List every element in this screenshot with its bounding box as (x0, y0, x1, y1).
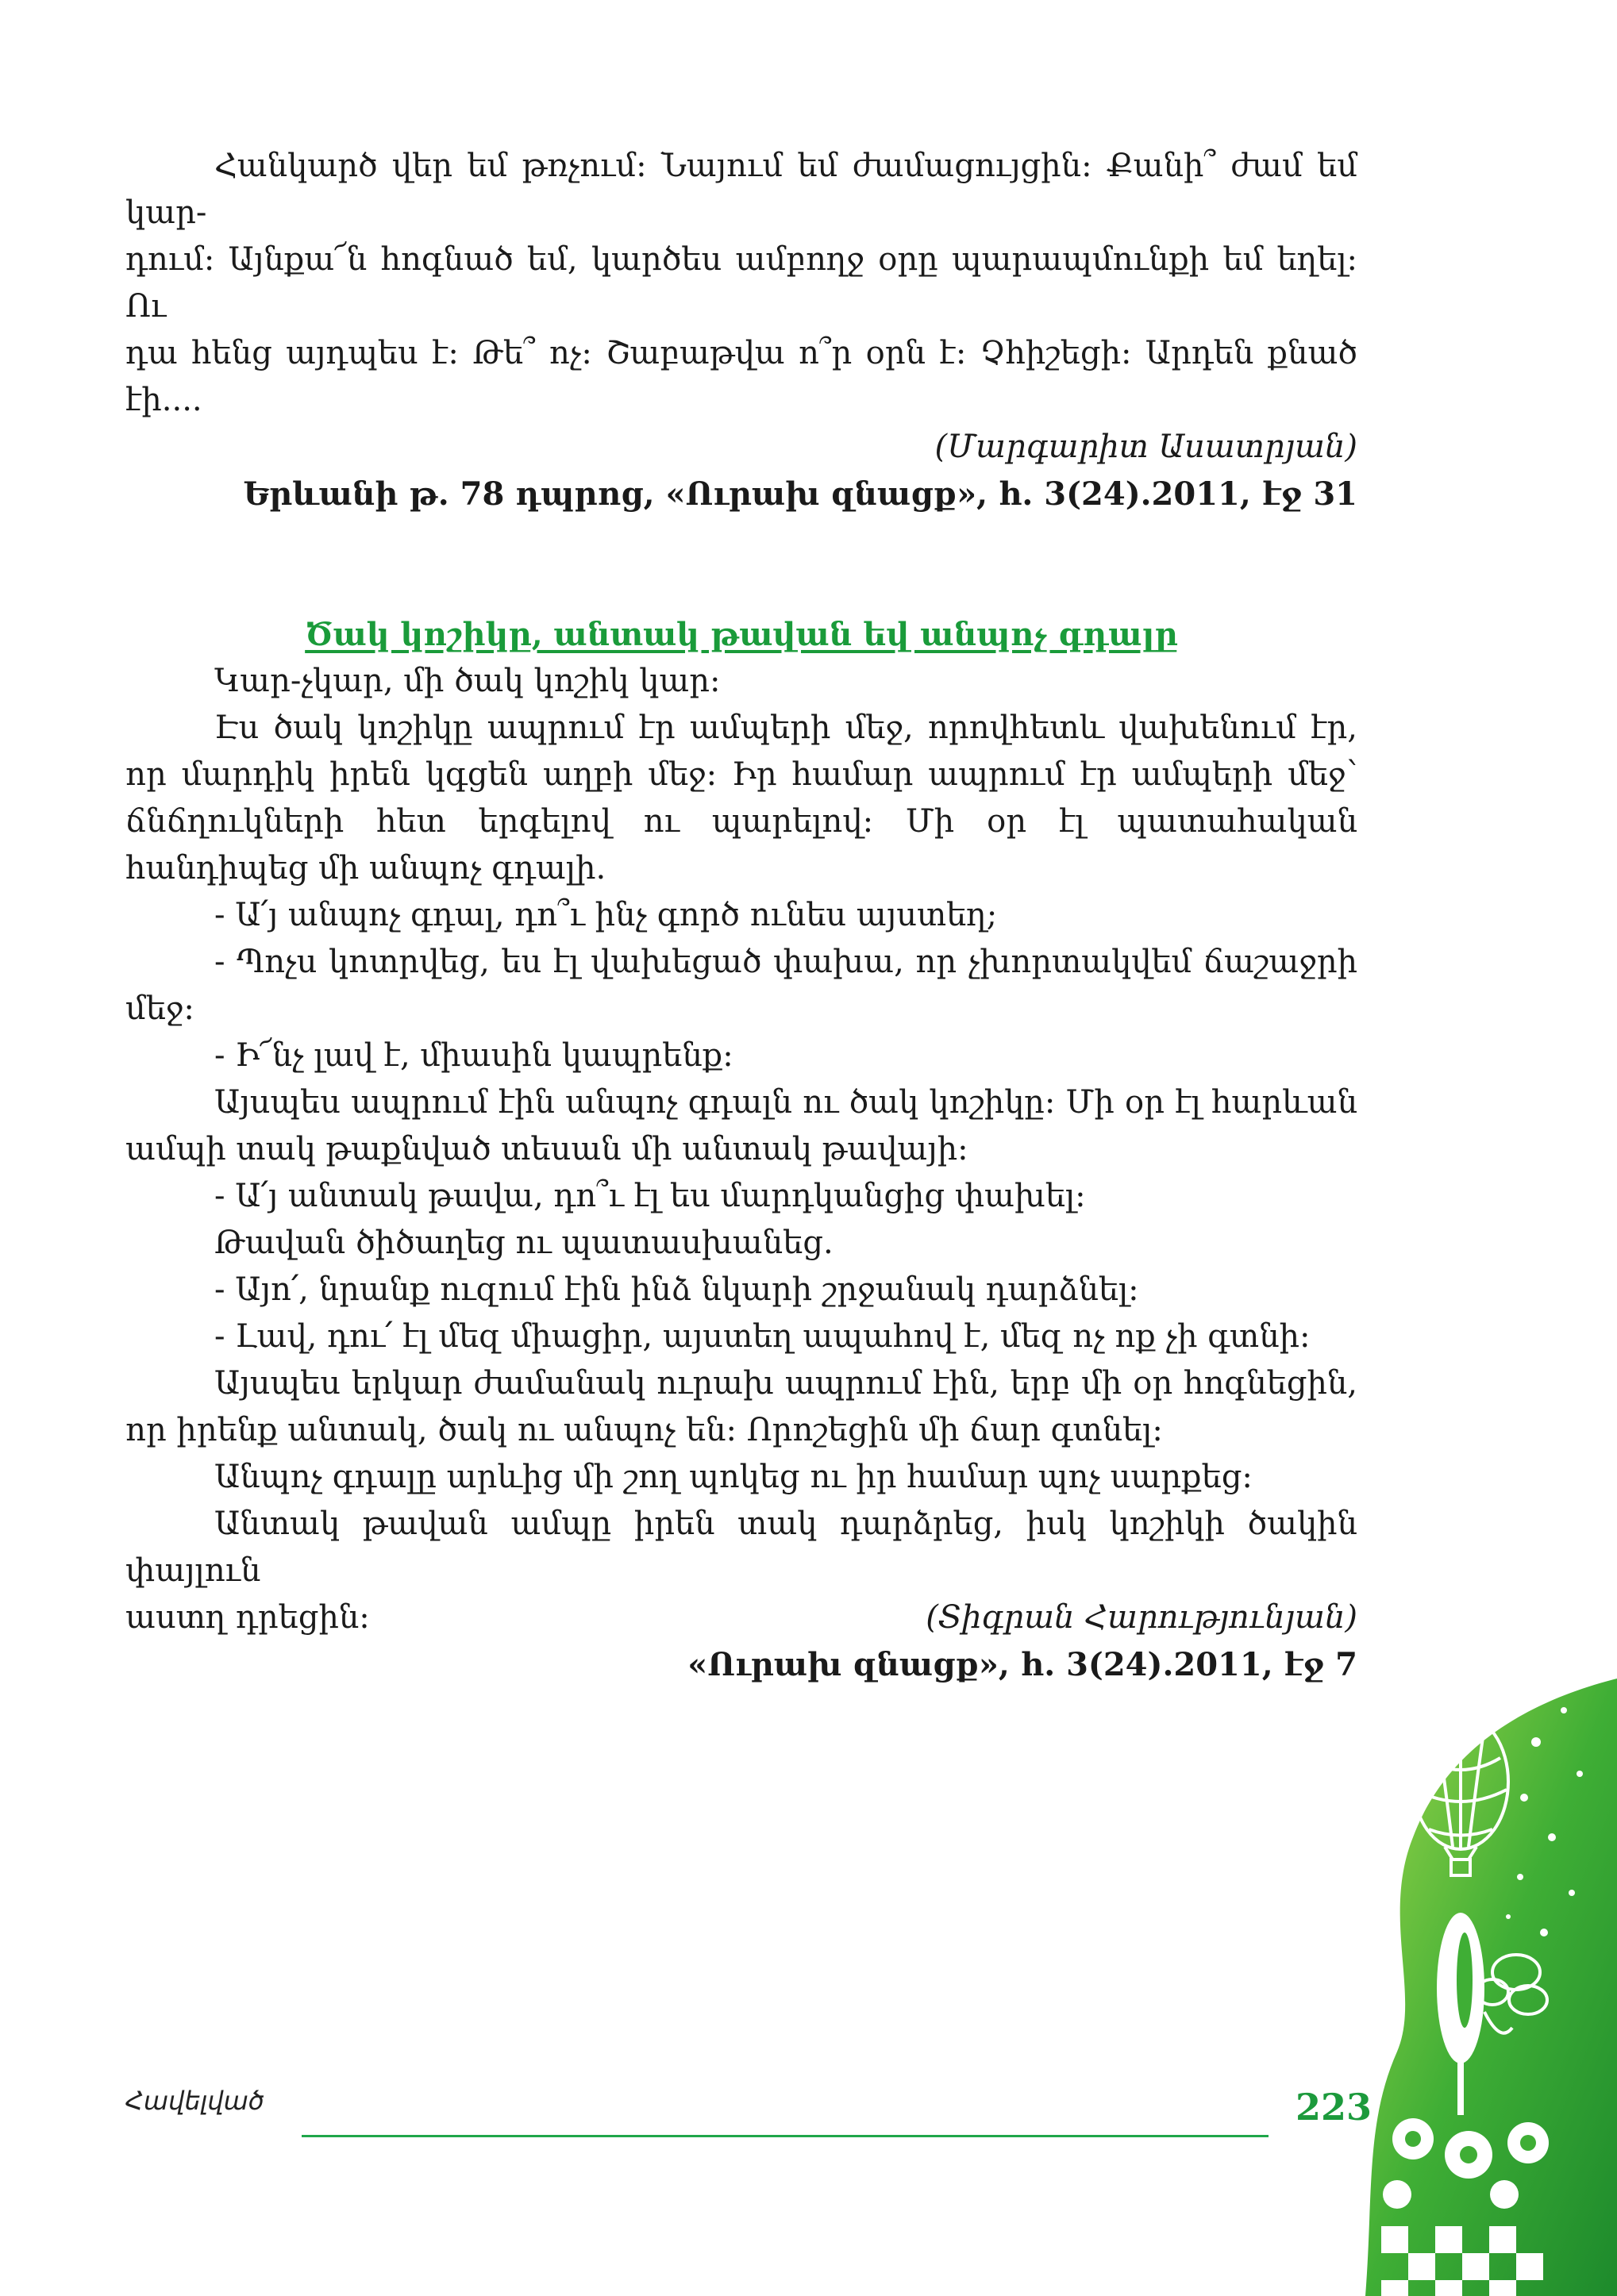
story2-last-line: աստղ դրեցին: (125, 1599, 370, 1636)
story2-closing-line (125, 1594, 1357, 1641)
page-number: 223 (1296, 2086, 1373, 2129)
story2-paragraph: Թավան ծիծաղեց ու պատասխանեց. (214, 1225, 834, 1261)
story2-source: «Ուրախ զնացք», հ. 3(24).2011, էջ 7 (687, 1646, 1357, 1683)
story2-author: (Տիգրան Հարությունյան) (926, 1599, 1357, 1636)
story1-line: Հանկարծ վեր եմ թռչում: Նայում եմ ժամացույցին: Քանի՞ ժամ եմ կար- (125, 148, 1357, 231)
story2-paragraph: Էս ծակ կոշիկը ապրում էր ամպերի մեջ, որովհետև վախենում էր, որ մարդիկ իրեն կգցեն աղբի մեջ: Իր համար ապրում էր ամպերի մեջ՝ ճնճղուկների հետ երգելով ու պարելով: Մի օր էլ պատահական հանդիպեց մի անպոչ գդալի. (125, 710, 1357, 886)
story2-paragraph: Անտակ թավան ամպը իրեն տակ դարձրեց, իսկ կոշիկի ծակին փայլուն (125, 1506, 1357, 1589)
footer-divider (302, 2135, 1269, 2137)
story2-paragraph: - Այո՛, նրանք ուզում էին ինձ նկարի շրջանակ դարձնել: (214, 1271, 1139, 1308)
story2-title: Ծակ կոշիկը, անտակ թավան եվ անպոչ գդալը (305, 616, 1178, 653)
story1-line: դա հենց այդպես է: Թե՞ ոչ: Շաբաթվա ո՞ր օրն է: Չհիշեցի: Արդեն քնած էի.... (125, 335, 1357, 418)
story1-line: դում: Այնքա՜ն հոգնած եմ, կարծես ամբողջ օրը պարապմունքի եմ եղել: Ու (125, 241, 1357, 325)
story2-paragraph: - Պոչս կոտրվեց, ես էլ վախեցած փախա, որ չխորտակվեմ ճաշաջրի մեջ: (125, 944, 1357, 1027)
story2-paragraph: Անպոչ գդալը արևից մի շող պոկեց ու իր համար պոչ սարքեց: (214, 1459, 1253, 1495)
page-content (125, 143, 1357, 1688)
story1-author: (Մարգարիտ Ասատրյան) (934, 429, 1357, 465)
decorative-corner-illustration (1365, 1679, 1617, 2296)
footer-label: Հավելված (125, 2086, 264, 2116)
story2-paragraph: Այսպես երկար ժամանակ ուրախ ապրում էին, երբ մի օր հոգնեցին, որ իրենք անտակ, ծակ ու անպոչ են: Որոշեցին մի ճար գտնել: (125, 1365, 1357, 1448)
story2-paragraph: Այսպես ապրում էին անպոչ գդալն ու ծակ կոշիկը: Մի օր էլ հարևան ամպի տակ թաքնված տեսան մի անտակ թավայի: (125, 1084, 1357, 1167)
story2-paragraph: - Ա՛յ անպոչ գդալ, դո՞ւ ինչ գործ ունես այստեղ; (214, 897, 998, 933)
story1-source: Երևանի թ. 78 դպրոց, «Ուրախ զնացք», հ. 3(24).2011, էջ 31 (243, 475, 1357, 513)
story2-paragraph: Կար-չկար, մի ծակ կոշիկ կար: (214, 663, 721, 699)
story2-paragraph: - Ա՛յ անտակ թավա, դո՞ւ էլ ես մարդկանցից փախել: (214, 1178, 1086, 1214)
story2-paragraph: - Ի՜նչ լավ է, միասին կապրենք: (214, 1037, 733, 1074)
story2-paragraph: - Լավ, դու՛ էլ մեզ միացիր, այստեղ ապահով է, մեզ ոչ ոք չի գտնի: (214, 1318, 1311, 1355)
